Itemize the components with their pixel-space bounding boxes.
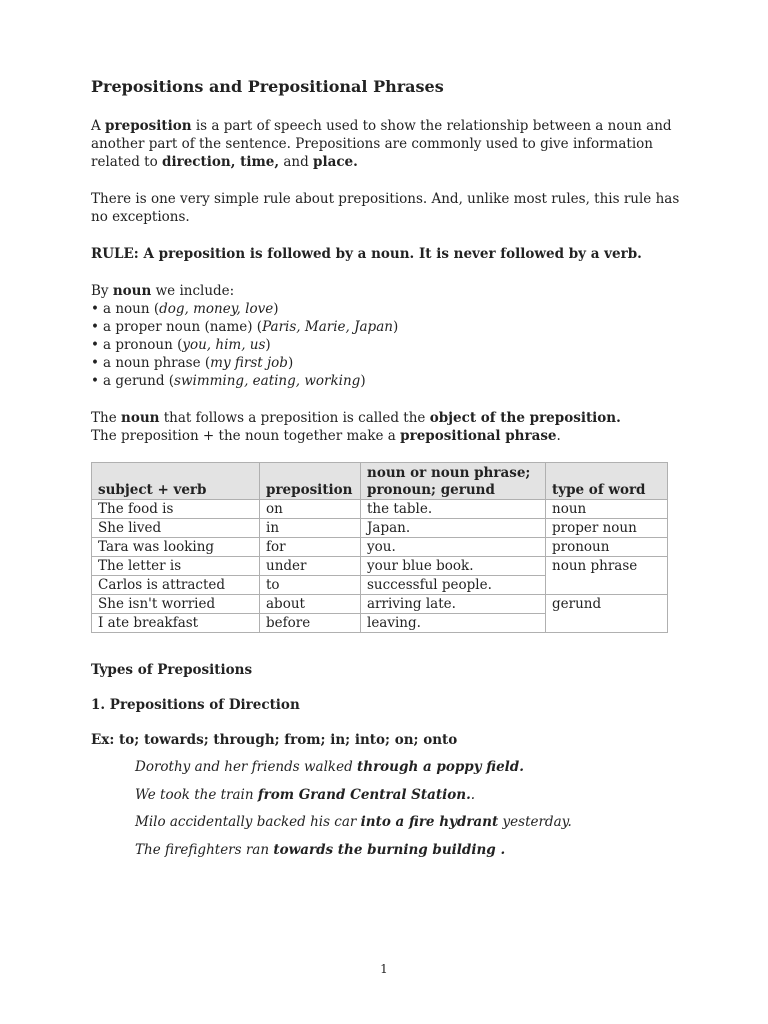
intro-bold-direction-time: direction, time, bbox=[162, 154, 280, 170]
example-sentence: Milo accidentally backed his car into a fire hydrant yesterday. bbox=[135, 814, 572, 830]
header-noun-phrase: noun or noun phrase; pronoun; gerund bbox=[361, 463, 546, 500]
header-type-of-word: type of word bbox=[546, 463, 668, 500]
intro-bold-term: preposition bbox=[105, 118, 192, 134]
direction-examples-list: Ex: to; towards; through; from; in; into; on; onto bbox=[91, 732, 458, 748]
intro-and: and bbox=[283, 154, 309, 170]
table-row: Tara was looking for you. pronoun bbox=[92, 538, 668, 557]
header-subject-verb: subject + verb bbox=[92, 463, 260, 500]
list-item: • a noun (dog, money, love) bbox=[91, 300, 681, 318]
page-number: 1 bbox=[380, 962, 388, 976]
table-row: The letter is under your blue book. noun phrase bbox=[92, 557, 668, 576]
list-item: • a proper noun (name) (Paris, Marie, Japan) bbox=[91, 318, 681, 336]
example-sentences bbox=[91, 758, 681, 859]
noun-intro-bold: noun bbox=[112, 283, 152, 299]
table-row: Carlos is attracted to successful people. bbox=[92, 576, 668, 595]
header-preposition: preposition bbox=[260, 463, 361, 500]
example-sentence: The firefighters ran towards the burning building . bbox=[135, 841, 506, 858]
noun-intro-rest: we include: bbox=[155, 283, 235, 299]
list-item: • a gerund (swimming, eating, working) bbox=[91, 372, 681, 390]
noun-intro-by: By bbox=[91, 283, 109, 299]
list-item: • a noun phrase (my first job) bbox=[91, 354, 681, 372]
rule-text: RULE: A preposition is followed by a noun. It is never followed by a verb. bbox=[91, 246, 642, 262]
intro-bold-place: place. bbox=[313, 154, 358, 170]
table-row: She lived in Japan. proper noun bbox=[92, 519, 668, 538]
types-heading: Types of Prepositions bbox=[91, 662, 253, 678]
table-row: The food is on the table. noun bbox=[92, 500, 668, 519]
table-row: She isn't worried about arriving late. gerund bbox=[92, 595, 668, 614]
object-line-1: The noun that follows a preposition is called the object of the preposition. bbox=[91, 410, 621, 426]
direction-heading: 1. Prepositions of Direction bbox=[91, 697, 300, 713]
intro-paragraph bbox=[91, 117, 681, 171]
list-item: • a pronoun (you, him, us) bbox=[91, 336, 681, 354]
example-sentence: Dorothy and her friends walked through a poppy field. bbox=[135, 759, 524, 775]
noun-intro bbox=[91, 282, 681, 300]
object-line-2: The preposition + the noun together make a prepositional phrase. bbox=[91, 428, 561, 444]
intro-text: A bbox=[91, 118, 101, 134]
document-page bbox=[91, 76, 681, 868]
table-header-row bbox=[92, 463, 668, 500]
example-sentence: We took the train from Grand Central Station.. bbox=[135, 786, 476, 803]
prepositions-table bbox=[91, 462, 668, 633]
rule-statement bbox=[91, 245, 681, 263]
rule-note: There is one very simple rule about prepositions. And, unlike most rules, this rule has no exceptions. bbox=[91, 191, 680, 225]
intro-text-rest: is a part of speech used to show the relationship between a noun and another part of the sentence. Prepositions are commonly used to give information related to bbox=[91, 118, 672, 170]
page-title: Prepositions and Prepositional Phrases bbox=[91, 77, 444, 96]
table-row: I ate breakfast before leaving. bbox=[92, 614, 668, 633]
noun-types-list bbox=[91, 300, 681, 390]
